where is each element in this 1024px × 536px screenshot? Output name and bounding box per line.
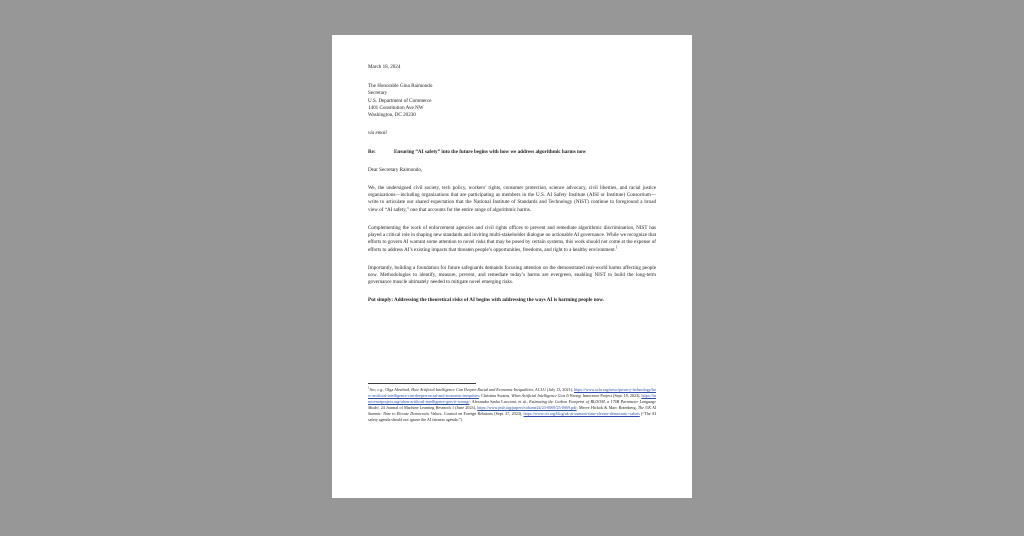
footnote-segment: , Innocence Project (Sept. 19, 2023), [580, 392, 642, 398]
closing-statement: Put simply: Addressing the theoretical risks of AI begins with addressing the ways AI is harming people now. [368, 297, 604, 304]
footnote-link[interactable]: https://www.cfr.org/blog/uk-ai-summit-time-elevate-democratic-values [523, 410, 640, 416]
addressee-block [368, 83, 656, 119]
footnote-area [368, 383, 656, 423]
footnote-citations [368, 387, 656, 422]
delivery-note: via email [368, 130, 387, 137]
footnote-segment: , Council on Foreign Relations (Sept. 27, 2023), [441, 410, 524, 416]
footnote-segment: ; Christina Swarns, [478, 392, 512, 398]
body-paragraph: Importantly, building a foundation for future safeguards demands focusing attention on the demonstrated real-world harms affecting people now. Methodologies to identify, measure, prevent, and remediate today’s harms are evergreen, enabling NIST to build the long-term governance muscle ultimately needed to mitigate novel emerging risks. [368, 264, 656, 286]
addressee-line: The Honorable Gina Raimondo [368, 83, 433, 90]
footnote-title: The UK AI Summit: Time to Elevate Democratic Values [368, 404, 656, 416]
addressee-line: U.S. Department of Commerce [368, 97, 432, 104]
footnote-text [368, 387, 656, 423]
footnote-segment: , 24 Journal of Machine Learning Research 1 (June 2023), [378, 404, 478, 410]
footnote-reference-marker[interactable]: 1 [615, 244, 618, 249]
footnote-link[interactable]: https://innocenceproject.org/when-artificial-intelligence-gets-it-wrong/ [368, 392, 657, 404]
document-page [332, 35, 692, 498]
footnote-segment: Olga Akselrod, [385, 387, 412, 392]
footnote-intro: See, e.g. [369, 387, 384, 392]
date-line: March 18, 2024 [368, 64, 401, 70]
footnote-title: Estimating the Carbon Footprint of BLOOM, a 176B Parameter Language Model [368, 398, 656, 410]
re-subject: Ensuring “AI safety” into the future begins with how we address algorithmic harms now [394, 148, 587, 155]
body-paragraph: We, the undersigned civil society, tech policy, workers’ rights, consumer protection, science advocacy, civil liberties, and racial justice organizations—including organizations that are participating as members in the U.S. AI Safety Institute (AISI or Institute) Consortium—write to articulate our shared expectation that the National Institute of Standards and Technology (NIST) continue to foreground a broad view of “AI safety,” one that accounts for the entire range of algorithmic harms. [368, 184, 656, 213]
footnote-segment: ; Alexandra Sasha Luccioni, et al., [469, 398, 530, 404]
footnote-segment: (“The AI safety agenda should not ignore the AI fairness agenda.”). [368, 410, 656, 422]
body-paragraph [368, 225, 656, 254]
addressee-line: Secretary [368, 90, 388, 97]
addressee-line: Washington, DC 20230 [368, 112, 416, 119]
footnote-title: When Artificial Intelligence Gets It Wrong [511, 392, 581, 398]
letter-body [368, 64, 656, 305]
footnote-link[interactable]: https://www.aclu.org/news/privacy-technology/how-artificial-intelligence-can-deepen-racial-and-economic-inequities [368, 387, 657, 398]
footnote-segment: ; Merve Hickok & Marc Rotenberg, [576, 404, 638, 410]
footnote-link[interactable]: https://www.jmlr.org/papers/volume24/23-0069/23-0069.pdf [477, 404, 577, 410]
re-line [368, 149, 656, 156]
paragraph-text: Complementing the work of enforcement agencies and civil rights offices to prevent and remediate algorithmic discrimination, NIST has played a critical role in shaping new standards and inviting multi-stakeholder dialogue on actionable AI governance. While we recognize that efforts to govern AI warrant some attention to novel risks that may be posed by certain systems, this work should not come at the expense of efforts to address AI’s existing impacts that threaten people’s opportunities, freedoms, and right to a healthy environment. [368, 224, 656, 253]
re-label: Re: [368, 148, 376, 155]
addressee-line: 1401 Constitution Ave NW [368, 104, 424, 111]
footnote-title: How Artificial Intelligence Can Deepen Racial and Economic Inequalities [411, 387, 534, 392]
footnote-number: 1 [368, 385, 370, 390]
salutation: Dear Secretary Raimondo, [368, 166, 423, 173]
footnote-separator [368, 383, 476, 384]
footnote-intro-comma: , [383, 387, 386, 392]
footnote-segment: , ACLU (July 13, 2021), [533, 387, 575, 392]
